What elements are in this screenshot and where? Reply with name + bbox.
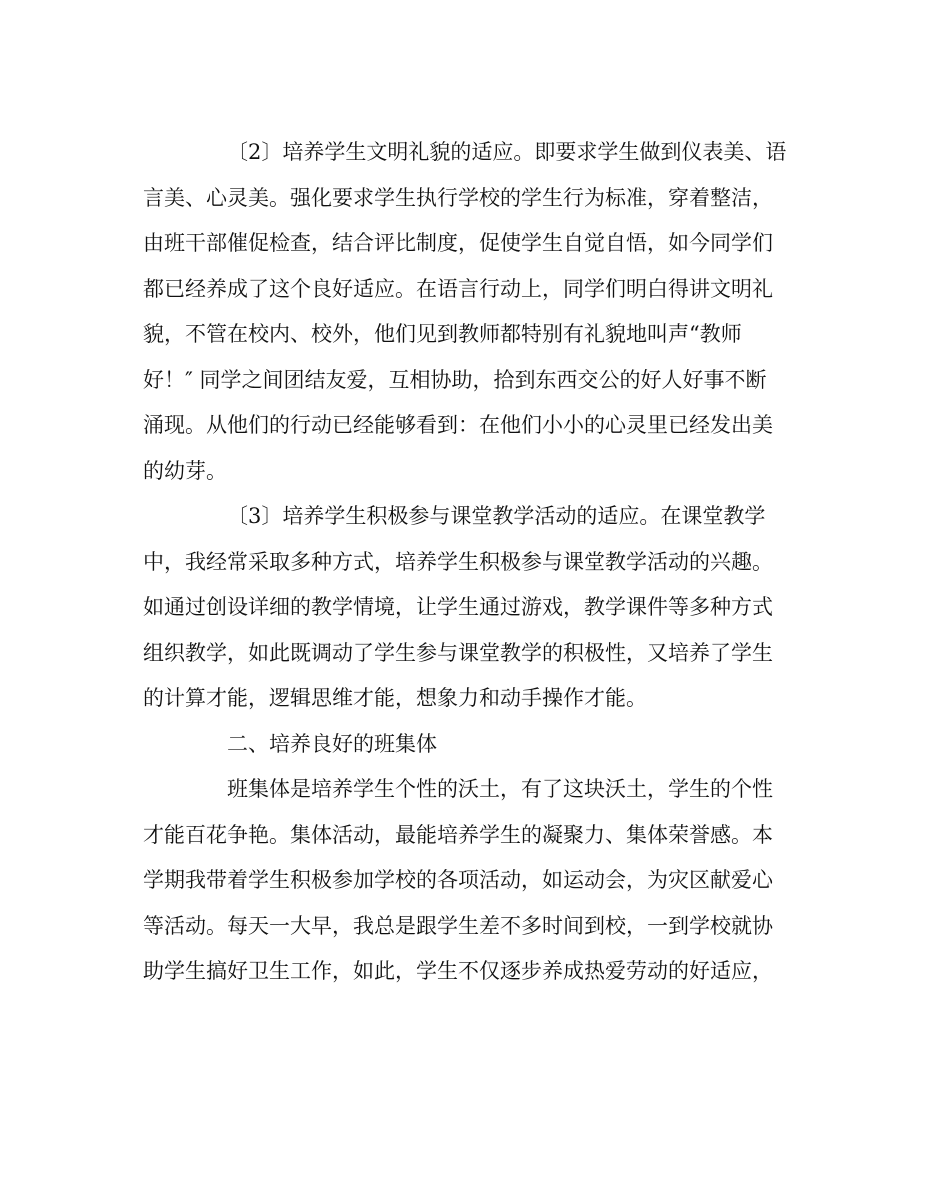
text-line: 的幼芽。 [143, 458, 227, 483]
text-line: 由班干部催促检查，结合评比制度，促使学生自觉自悟，如今同学们 [143, 231, 773, 255]
text-line: 貌，不管在校内、校外，他们见到教师都特别有礼貌地叫声“教师 [143, 322, 742, 346]
paragraph-class-participation [143, 494, 813, 722]
text-line: 〔2〕培养学生文明礼貌的适应。即要求学生做到仪表美、语 [227, 140, 787, 164]
text-line: 的计算才能，逻辑思维才能，想象力和动手操作才能。 [143, 686, 647, 710]
text-line: 如通过创设详细的教学情境，让学生通过游戏，教学课件等多种方式 [143, 595, 773, 619]
section-heading [143, 722, 813, 768]
document-body [143, 130, 813, 995]
text-line: 组织教学，如此既调动了学生参与课堂教学的积极性，又培养了学生 [143, 640, 773, 665]
paragraph-civility-habits [143, 130, 813, 494]
paragraph-class-collective [143, 767, 813, 995]
text-line: 好！″ 同学之间团结友爱，互相协助，拾到东西交公的好人好事不断 [143, 367, 767, 392]
text-line: 才能百花争艳。集体活动，最能培养学生的凝聚力、集体荣誉感。本 [143, 822, 773, 847]
text-line: 班集体是培养学生个性的沃土，有了这块沃土，学生的个性 [227, 777, 773, 801]
heading-text: 二、培养良好的班集体 [227, 731, 437, 756]
text-line: 中，我经常采取多种方式，培养学生积极参与课堂教学活动的兴趣。 [143, 549, 773, 574]
text-line: 涌现。从他们的行动已经能够看到：在他们小小的心灵里已经发出美 [143, 413, 773, 437]
text-line: 言美、心灵美。强化要求学生执行学校的学生行为标准，穿着整洁， [143, 185, 773, 210]
text-line: 助学生搞好卫生工作，如此，学生不仅逐步养成热爱劳动的好适应， [143, 959, 773, 983]
text-line: 学期我带着学生积极参加学校的各项活动，如运动会，为灾区献爱心 [143, 868, 773, 892]
text-line: 等活动。每天一大早，我总是跟学生差不多时间到校，一到学校就协 [143, 913, 773, 938]
text-line: 〔3〕培养学生积极参与课堂教学活动的适应。在课堂教学 [227, 504, 766, 528]
text-line: 都已经养成了这个良好适应。在语言行动上，同学们明白得讲文明礼 [143, 276, 773, 301]
